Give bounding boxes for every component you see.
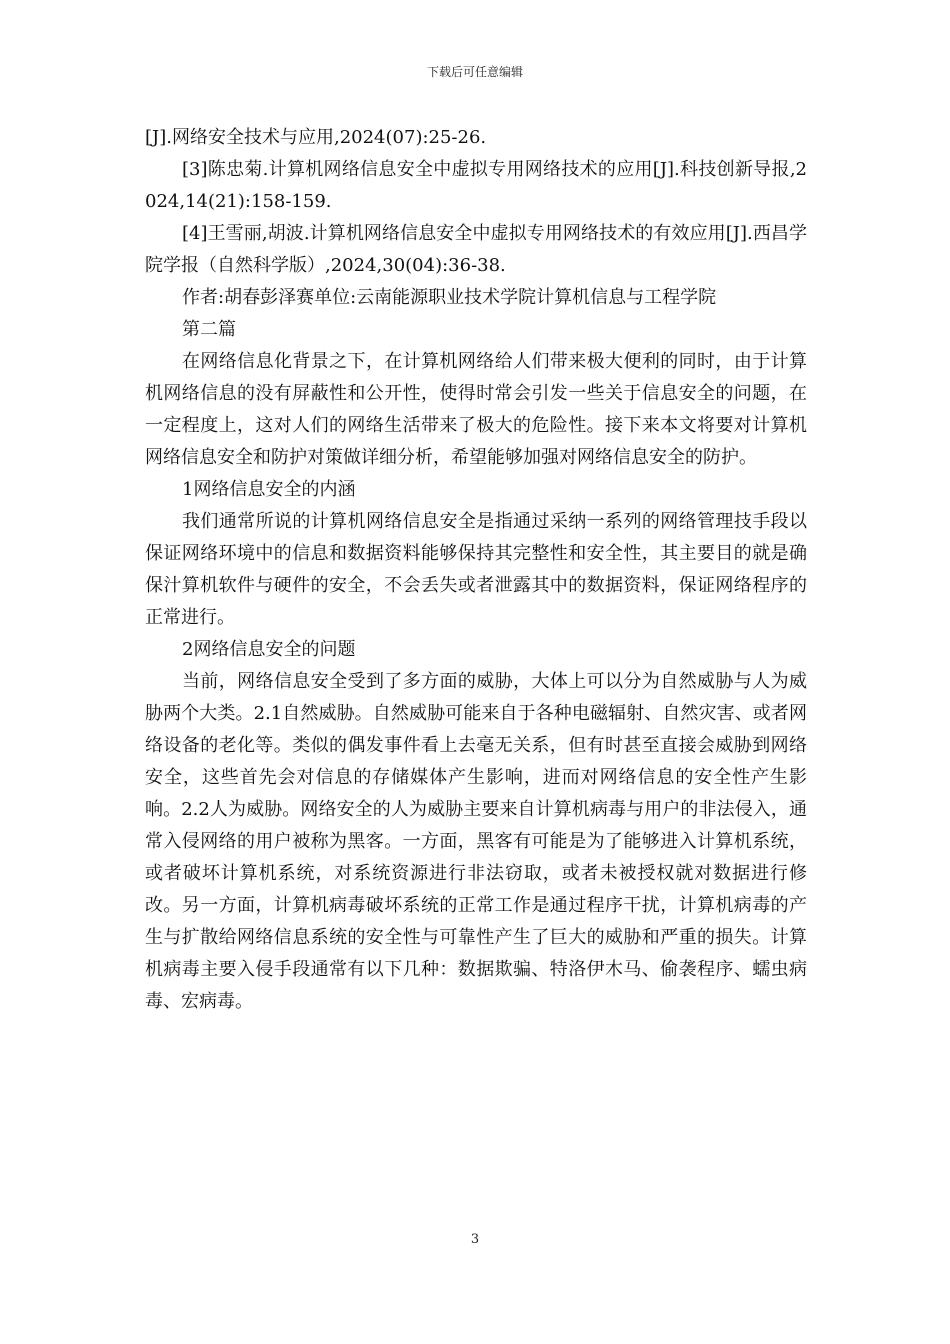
intro-paragraph: 在网络信息化背景之下，在计算机网络给人们带来极大便利的同时，由于计算机网络信息的没有屏蔽性和公开性，使得时常会引发一些关于信息安全的问题，在一定程度上，这对人们的网络生活带来了极大的危险性。接下来本文将要对计算机网络信息安全和防护对策做详细分析，希望能够加强对网络信息安全的防护。 bbox=[145, 351, 807, 468]
page-header-note: 下载后可任意编辑 bbox=[426, 65, 523, 79]
section-1-paragraph: 我们通常所说的计算机网络信息安全是指通过采纳一系列的网络管理技手段以保证网络环境中的信息和数据资料能够保持其完整性和安全性，其主要目的就是确保汁算机软件与硬件的安全，不会丢失或者泄露其中的数据资料，保证网络程序的正常进行。 bbox=[145, 511, 807, 628]
reference-continuation: [J].网络安全技术与应用,2024(07):25-26. bbox=[145, 127, 487, 148]
heading-2: 2网络信息安全的问题 bbox=[182, 639, 356, 660]
reference-3: [3]陈忠菊.计算机网络信息安全中虚拟专用网络技术的应用[J].科技创新导报,2024,14(21):158-159. bbox=[145, 159, 807, 212]
reference-4: [4]王雪丽,胡波.计算机网络信息安全中虚拟专用网络技术的有效应用[J].西昌学院学报（自然科学版）,2024,30(04):36-38. bbox=[145, 223, 807, 276]
author-info: 作者:胡春彭泽赛单位:云南能源职业技术学院计算机信息与工程学院 bbox=[182, 287, 717, 308]
section-title-part-two: 第二篇 bbox=[182, 319, 236, 340]
page-number: 3 bbox=[470, 1232, 480, 1247]
document-body bbox=[145, 122, 807, 1018]
heading-1: 1网络信息安全的内涵 bbox=[182, 479, 356, 500]
section-2-paragraph: 当前，网络信息安全受到了多方面的威胁，大体上可以分为自然威胁与人为威胁两个大类。2.1自然威胁。自然威胁可能来自于各种电磁辐射、自然灾害、或者网络设备的老化等。类似的偶发事件看上去毫无关系，但有时甚至直接会威胁到网络安全，这些首先会对信息的存储媒体产生影响，进而对网络信息的安全性产生影响。2.2人为威胁。网络安全的人为威胁主要来自计算机病毒与用户的非法侵入，通常入侵网络的用户被称为黑客。一方面，黑客有可能是为了能够进入计算机系统，或者破坏计算机系统，对系统资源进行非法窃取，或者未被授权就对数据进行修改。另一方面，计算机病毒破坏系统的正常工作是通过程序干扰，计算机病毒的产生与扩散给网络信息系统的安全性与可靠性产生了巨大的威胁和严重的损失。计算机病毒主要入侵手段通常有以下几种：数据欺骗、特洛伊木马、偷袭程序、蠕虫病毒、宏病毒。 bbox=[145, 671, 807, 1012]
